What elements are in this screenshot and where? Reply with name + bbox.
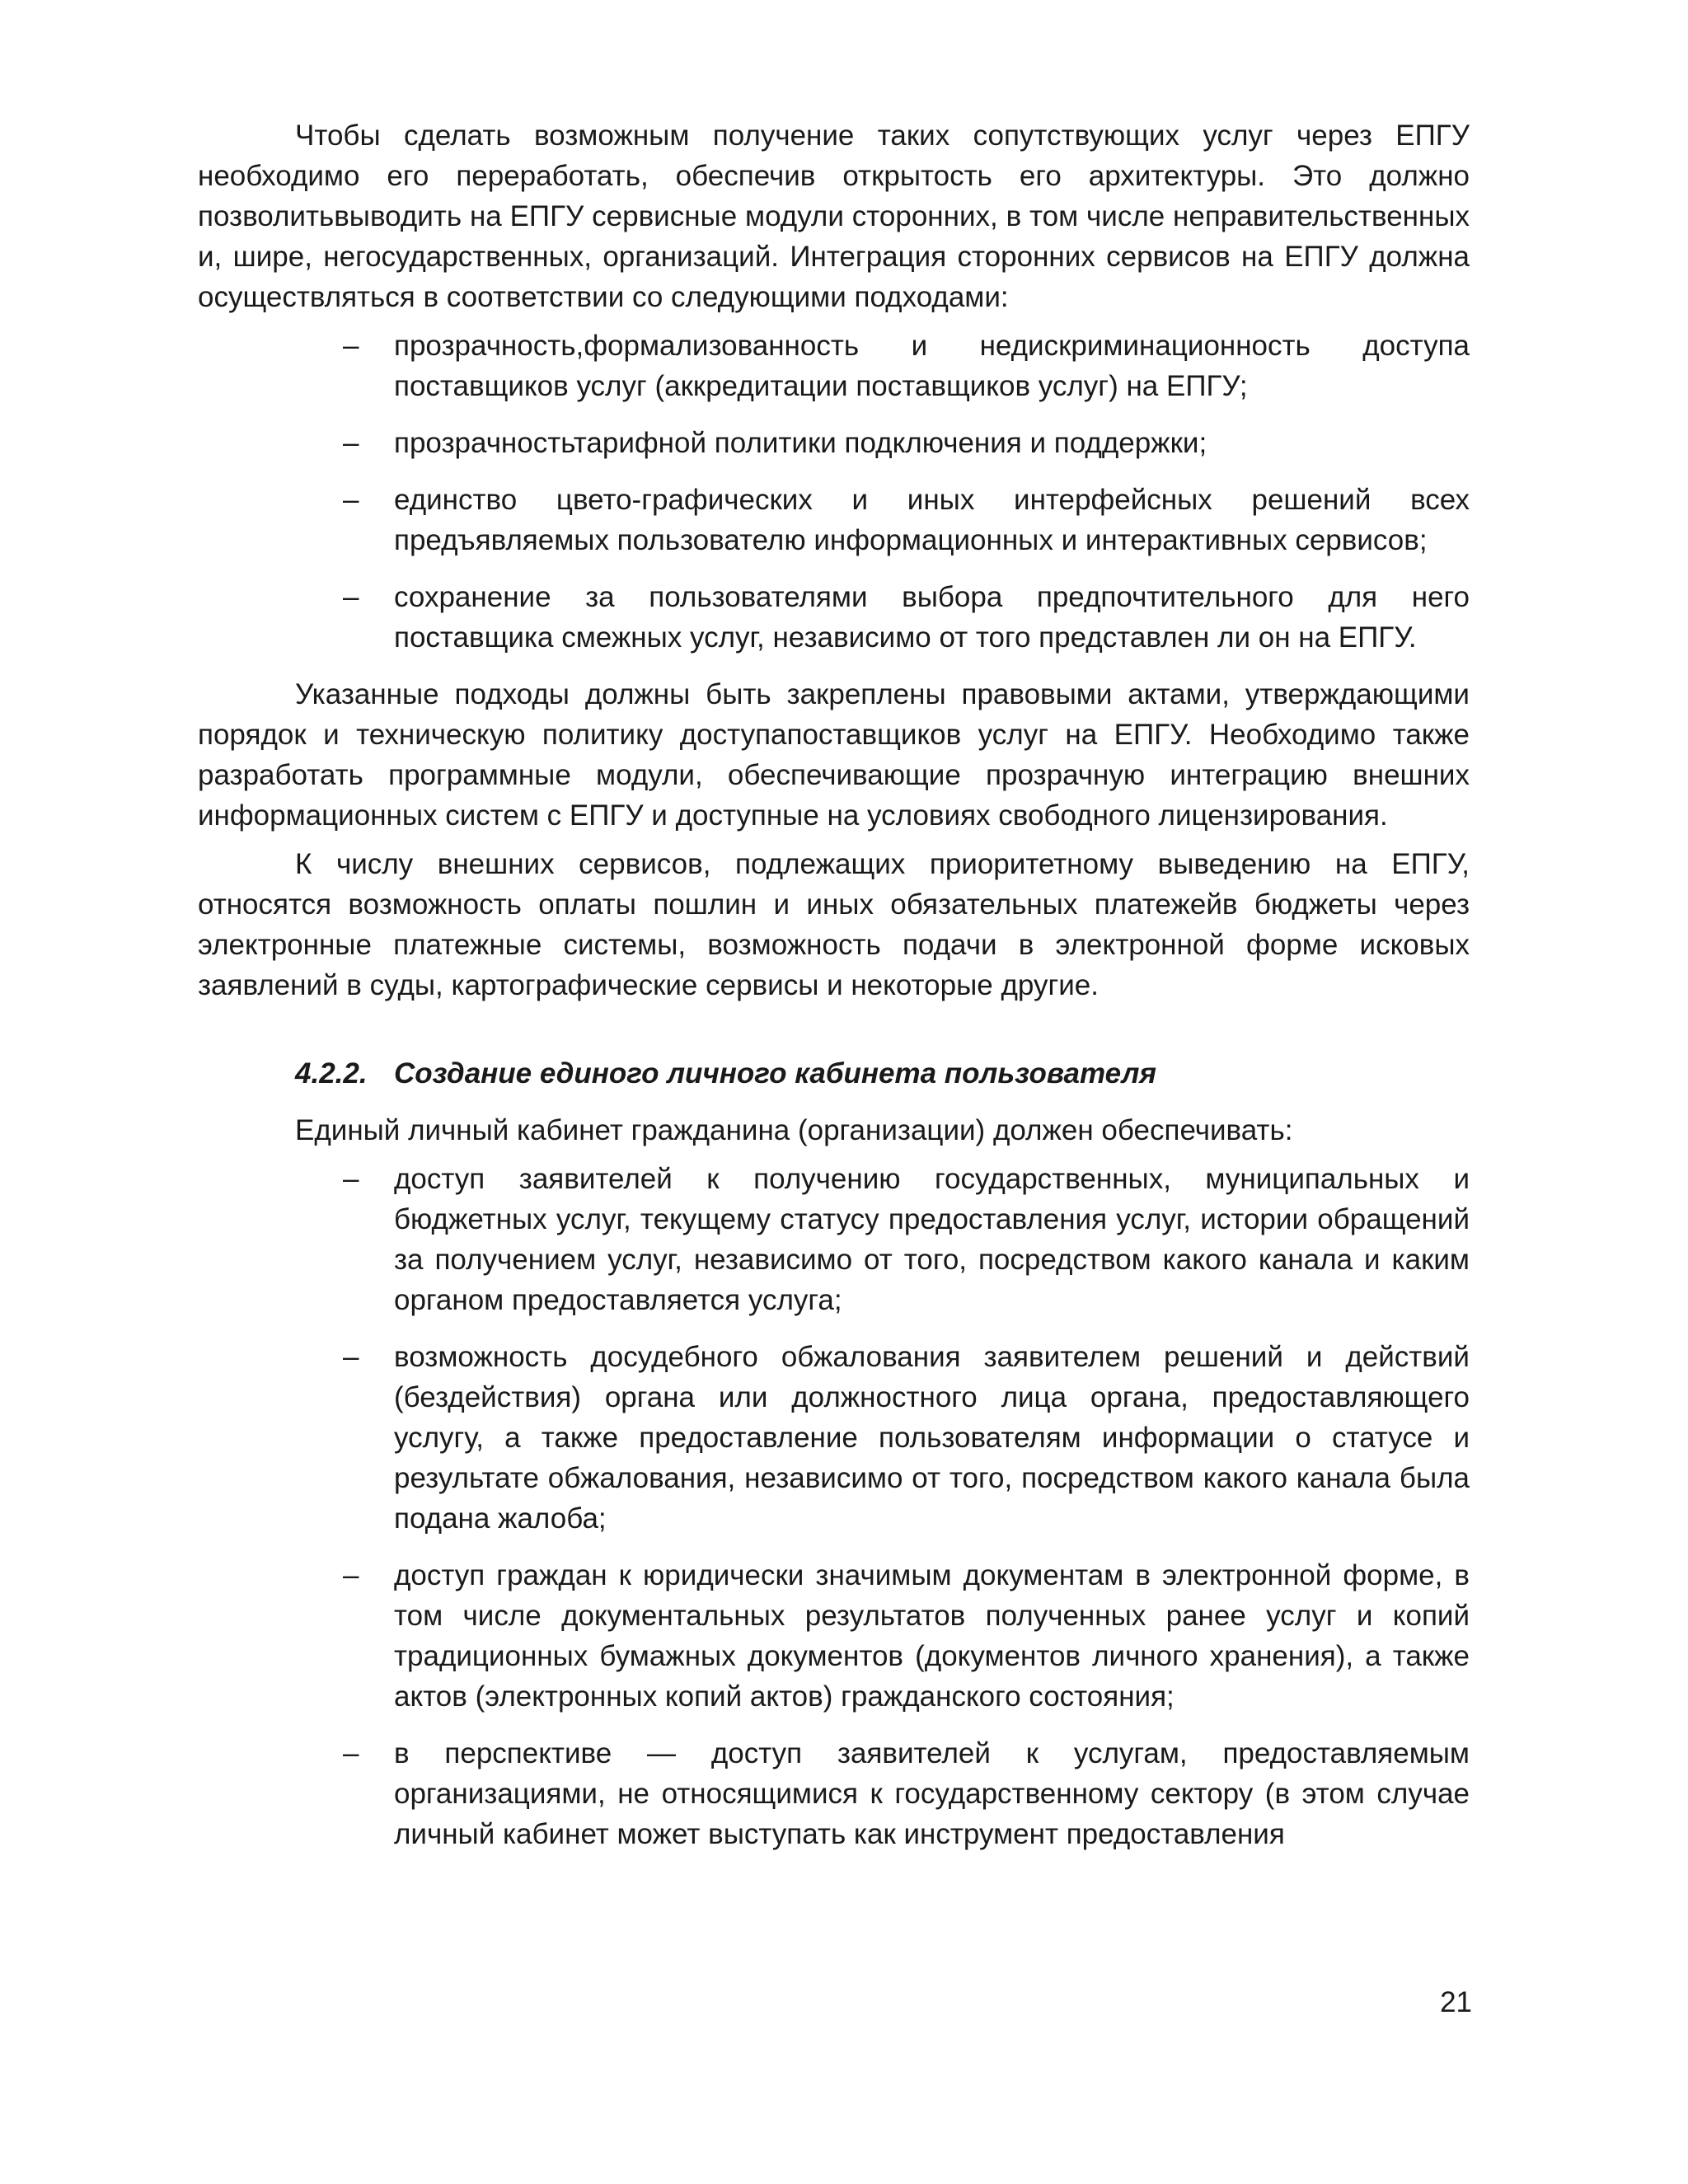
- list-item-text: доступ граждан к юридически значимым документам в электронной форме, в том числе документальных результатов полученных ранее услуг и копий традиционных бумажных документов (документов личного хранения), а также актов (электронных копий актов) гражданского состояния;: [394, 1559, 1470, 1713]
- list-item-text: сохранение за пользователями выбора предпочтительного для него поставщика смежных услуг, независимо от того представлен ли он на ЕПГУ.: [394, 581, 1470, 654]
- dash-bullet: –: [343, 484, 359, 516]
- personal-cabinet-features-list: [198, 1159, 1470, 1854]
- list-item-text: доступ заявителей к получению государственных, муниципальных и бюджетных услуг, текущему статусу предоставления услуг, истории обращений за получением услуг, независимо от того, посредством какого канала и каким органом предоставляется услуга;: [394, 1163, 1470, 1316]
- list-item-text: единство цвето-графических и иных интерфейсных решений всех предъявляемых пользователю информационных и интерактивных сервисов;: [394, 484, 1470, 556]
- list-item: [343, 577, 1470, 658]
- list-item: [343, 1337, 1470, 1539]
- integration-approaches-list: [198, 326, 1470, 658]
- paragraph-legal-acts: Указанные подходы должны быть закреплены правовыми актами, утверждающими порядок и техническую политику доступапоставщиков услуг на ЕПГУ. Необходимо также разработать программные модули, обеспечивающие прозрачную интеграцию внешних информационных систем с ЕПГУ и доступные на условиях свободного лицензирования.: [198, 678, 1470, 832]
- dash-bullet: –: [343, 1559, 359, 1591]
- list-item-text: в перспективе — доступ заявителей к услугам, предоставляемым организациями, не относящимися к государственному сектору (в этом случае личный кабинет может выступать как инструмент предоставления: [394, 1737, 1470, 1850]
- section-heading: [295, 1053, 1470, 1094]
- dash-bullet: –: [343, 1163, 359, 1195]
- list-item: [343, 326, 1470, 406]
- list-item-text: прозрачностьтарифной политики подключения и поддержки;: [394, 427, 1207, 459]
- section-number: 4.2.2.: [295, 1057, 368, 1090]
- dash-bullet: –: [343, 1341, 359, 1373]
- list-item-text: возможность досудебного обжалования заявителем решений и действий (бездействия) органа или должностного лица органа, предоставляющего услугу, а также предоставление пользователям информации о статусе и результате обжалования, независимо от того, посредством какого канала была подана жалоба;: [394, 1341, 1470, 1535]
- dash-bullet: –: [343, 427, 359, 459]
- paragraph-external-services: К числу внешних сервисов, подлежащих приоритетному выведению на ЕПГУ, относятся возможность оплаты пошлин и иных обязательных платежейв бюджеты через электронные платежные системы, возможность подачи в электронной форме исковых заявлений в суды, картографические сервисы и некоторые другие.: [198, 848, 1470, 1001]
- list-item: [343, 423, 1470, 463]
- list-item-text: прозрачность,формализованность и недискриминационность доступа поставщиков услуг (аккредитации поставщиков услуг) на ЕПГУ;: [394, 330, 1470, 402]
- dash-bullet: –: [343, 581, 359, 613]
- list-item: [343, 1159, 1470, 1320]
- section-title: Создание единого личного кабинета пользователя: [394, 1057, 1156, 1090]
- paragraph-intro: Чтобы сделать возможным получение таких сопутствующих услуг через ЕПГУ необходимо его переработать, обеспечив открытость его архитектуры. Это должно позволитьвыводить на ЕПГУ сервисные модули сторонних, в том числе неправительственных и, шире, негосударственных, организаций. Интеграция сторонних сервисов на ЕПГУ должна осуществляться в соответствии со следующими подходами:: [198, 120, 1470, 313]
- paragraph-personal-cabinet: Единый личный кабинет гражданина (организации) должен обеспечивать:: [295, 1114, 1293, 1146]
- list-item: [343, 480, 1470, 560]
- dash-bullet: –: [343, 1737, 359, 1769]
- list-item: [343, 1733, 1470, 1854]
- dash-bullet: –: [343, 330, 359, 362]
- page-number: 21: [1440, 1986, 1472, 2018]
- list-item: [343, 1555, 1470, 1717]
- document-page: [198, 115, 1470, 1871]
